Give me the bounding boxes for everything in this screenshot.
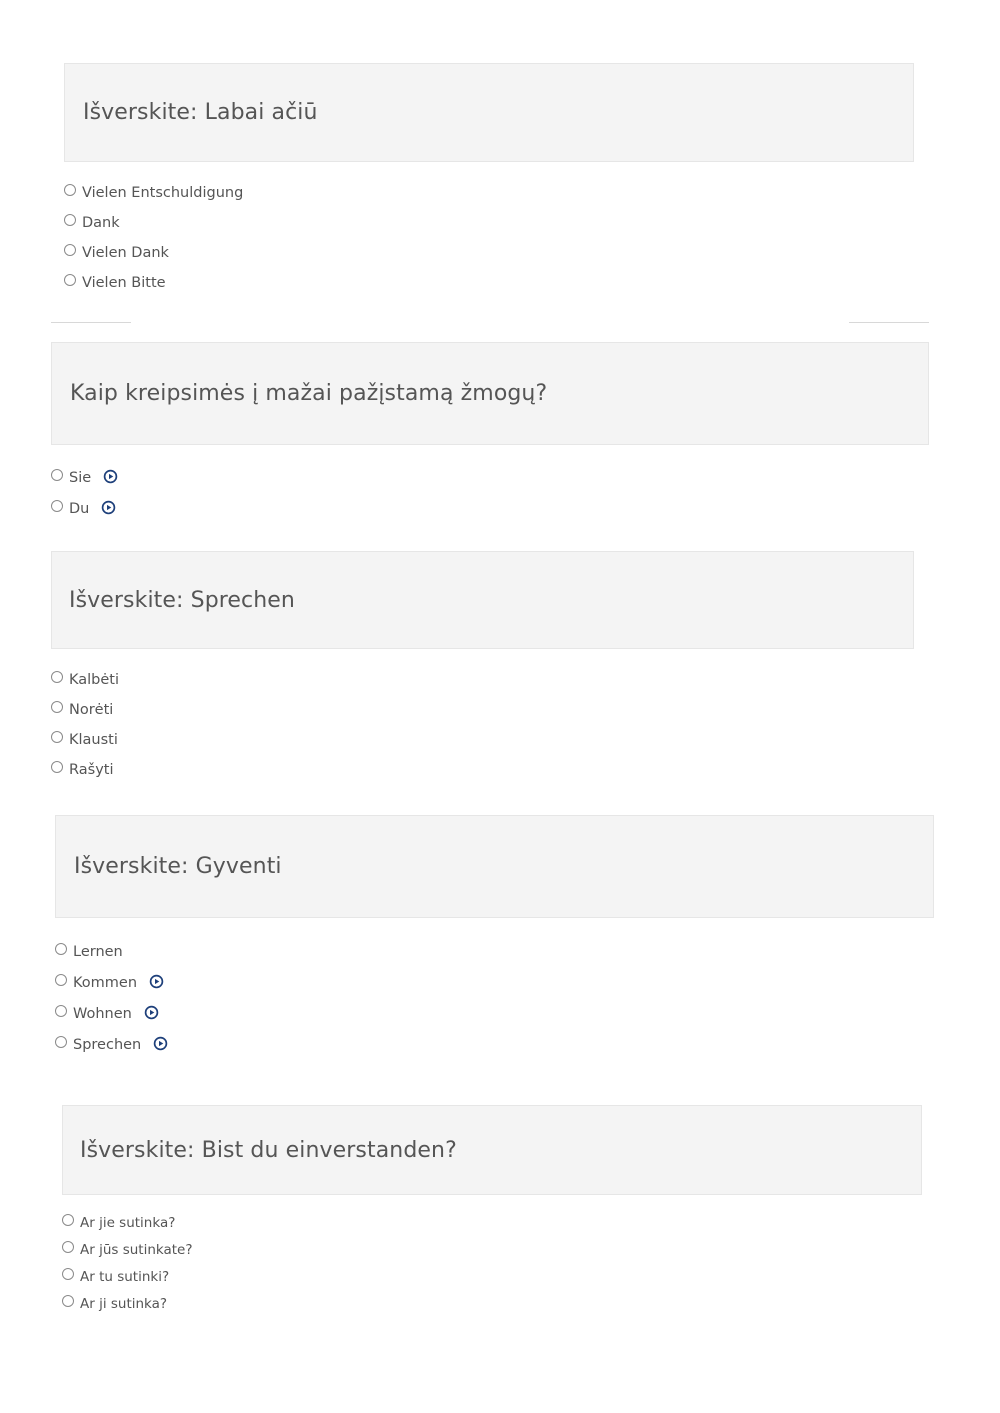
question-4-options [55,936,168,1060]
radio-button[interactable] [64,184,76,196]
divider-left [51,322,131,323]
question-5-header [62,1105,922,1195]
radio-button[interactable] [51,761,63,773]
option-2-1[interactable] [51,462,118,493]
play-audio-icon[interactable] [144,1005,159,1020]
question-1-options [64,178,243,298]
radio-button[interactable] [51,731,63,743]
option-5-3[interactable] [62,1263,193,1290]
option-label: Ar tu sutinki? [80,1268,170,1285]
radio-button[interactable] [51,500,63,512]
option-1-1[interactable] [64,178,243,208]
option-label: Sprechen [73,1036,142,1053]
option-5-2[interactable] [62,1236,193,1263]
option-3-1[interactable] [51,665,119,695]
radio-button[interactable] [62,1268,74,1280]
option-3-4[interactable] [51,755,119,785]
question-5-title: Išverskite: Bist du einverstanden? [80,1137,457,1163]
radio-button[interactable] [64,214,76,226]
option-3-2[interactable] [51,695,119,725]
option-4-4[interactable] [55,1029,168,1060]
option-label: Kalbėti [69,672,120,688]
radio-button[interactable] [51,701,63,713]
option-3-3[interactable] [51,725,119,755]
radio-button[interactable] [62,1295,74,1307]
play-audio-icon[interactable] [153,1036,168,1051]
question-3-options [51,665,119,785]
option-label: Sie [69,469,92,486]
option-4-2[interactable] [55,967,168,998]
question-1-title: Išverskite: Labai ačiū [83,100,318,125]
option-4-1[interactable] [55,936,168,967]
question-2-header [51,342,929,445]
radio-button[interactable] [64,274,76,286]
option-5-1[interactable] [62,1209,193,1236]
option-4-3[interactable] [55,998,168,1029]
question-5-options [62,1209,193,1317]
radio-button[interactable] [55,1036,67,1048]
question-1-header [64,63,914,162]
option-label: Ar jūs sutinkate? [80,1241,193,1258]
option-label: Rašyti [69,762,114,778]
option-label: Vielen Bitte [82,275,166,291]
option-label: Dank [82,215,120,231]
option-label: Du [69,500,90,517]
play-audio-icon[interactable] [101,500,116,515]
option-2-2[interactable] [51,493,118,524]
option-1-4[interactable] [64,268,243,298]
option-label: Klausti [69,732,118,748]
question-2-title: Kaip kreipsimės į mažai pažįstamą žmogų? [70,381,548,406]
divider-right [849,322,929,323]
question-2-options [51,462,118,524]
option-label: Norėti [69,702,114,718]
option-label: Lernen [73,943,123,960]
radio-button[interactable] [64,244,76,256]
radio-button[interactable] [62,1241,74,1253]
option-5-4[interactable] [62,1290,193,1317]
question-3-header [51,551,914,649]
option-label: Kommen [73,974,138,991]
option-label: Wohnen [73,1005,132,1022]
option-label: Vielen Dank [82,245,169,261]
question-4-header [55,815,934,918]
radio-button[interactable] [55,974,67,986]
question-4-title: Išverskite: Gyventi [74,854,282,879]
option-label: Ar ji sutinka? [80,1295,168,1312]
option-1-2[interactable] [64,208,243,238]
option-1-3[interactable] [64,238,243,268]
radio-button[interactable] [51,469,63,481]
option-label: Ar jie sutinka? [80,1214,176,1231]
play-audio-icon[interactable] [149,974,164,989]
radio-button[interactable] [55,943,67,955]
radio-button[interactable] [55,1005,67,1017]
question-3-title: Išverskite: Sprechen [69,587,295,613]
play-audio-icon[interactable] [103,469,118,484]
radio-button[interactable] [51,671,63,683]
option-label: Vielen Entschuldigung [82,185,244,201]
radio-button[interactable] [62,1214,74,1226]
